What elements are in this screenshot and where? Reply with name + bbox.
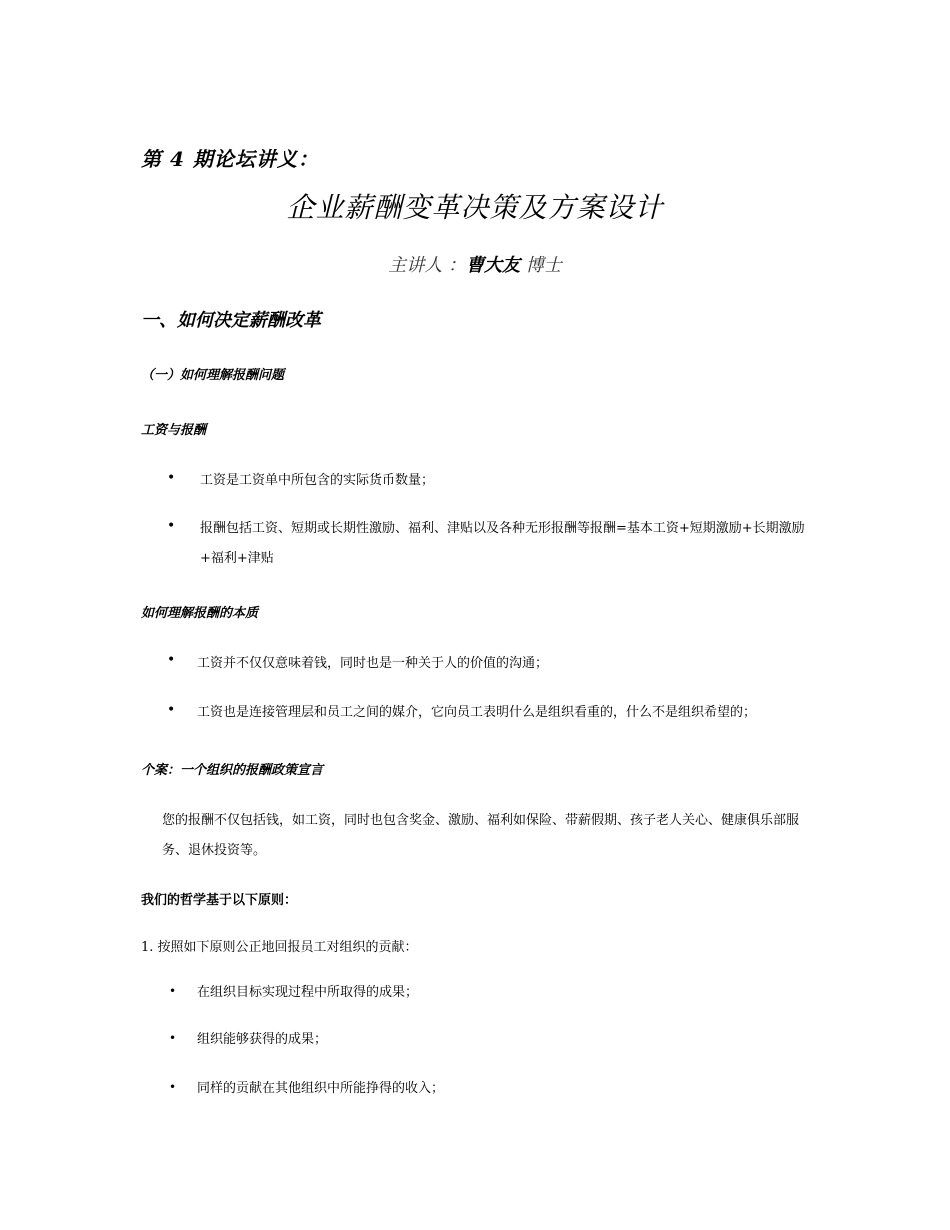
list-item: 工资也是连接管理层和员工之间的媒介，它向员工表明什么是组织看重的，什么不是组织希望的； [197,705,757,720]
list-item: 组织能够获得的成果； [197,1032,328,1047]
bullet-icon: • [167,518,176,534]
topic-heading-wages: 工资与报酬 [141,423,207,438]
issue-label: 第 4 期论坛讲义： [141,147,319,171]
bullet-icon: • [169,1080,177,1094]
list-item: 工资是工资单中所包含的实际货币数量； [200,473,435,488]
bullet-icon: • [167,470,176,486]
speaker-name: 曹大友 [466,255,520,276]
subsection-heading: （一）如何理解报酬问题 [141,368,285,383]
list-item: 工资并不仅仅意味着钱，同时也是一种关于人的价值的沟通； [197,656,549,671]
list-item: 同样的贡献在其他组织中所能挣得的收入； [197,1081,445,1096]
section-heading: 一、如何决定薪酬改革 [141,310,321,331]
speaker-line [0,251,950,277]
case-paragraph: 您的报酬不仅包括钱，如工资，同时也包含奖金、激励、福利如保险、带薪假期、孩子老人关心、健康俱乐部服务、退休投资等。 [162,813,800,858]
bullet-icon: • [169,984,177,998]
speaker-prefix: 主讲人 ： [388,255,466,276]
speaker-title: 博士 [520,255,562,276]
list-item: 报酬包括工资、短期或长期性激励、福利、津贴以及各种无形报酬等报酬=基本工资+短期激励+长期激励+福利+津贴 [200,521,805,566]
bullet-icon: • [167,702,176,718]
bullet-icon: • [167,652,176,668]
principle-1: 1. 按照如下原则公正地回报员工对组织的贡献： [141,940,418,955]
list-item: 在组织目标实现过程中所取得的成果； [197,985,419,1000]
bullet-icon: • [169,1031,177,1045]
document-title: 企业薪酬变革决策及方案设计 [286,191,664,224]
philosophy-heading: 我们的哲学基于以下原则： [141,893,298,908]
case-heading: 个案：一个组织的报酬政策宣言 [141,763,324,778]
topic-heading-nature: 如何理解报酬的本质 [141,606,259,621]
